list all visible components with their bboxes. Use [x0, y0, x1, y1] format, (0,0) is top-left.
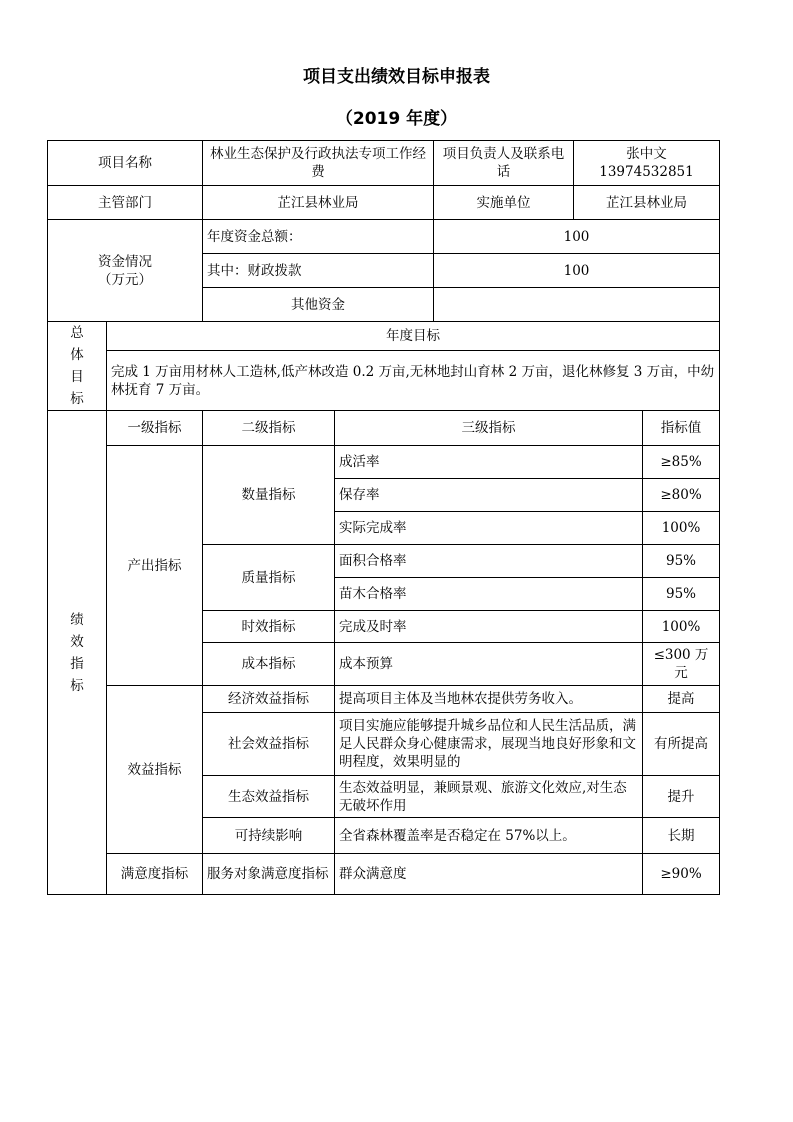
- page-title: 项目支出绩效目标申报表: [303, 67, 490, 87]
- eco-label: 生态效益指标: [203, 776, 335, 818]
- indicators-table: [47, 410, 720, 895]
- dept-value: 芷江县林业局: [203, 186, 434, 220]
- satisfaction-name: 群众满意度: [335, 854, 643, 895]
- time-value: 100%: [643, 611, 720, 643]
- quantity-row-name: 成活率: [335, 446, 643, 479]
- sustain-name: 全省森林覆盖率是否稳定在 57%以上。: [335, 818, 643, 854]
- sustain-value: 长期: [643, 818, 720, 854]
- fiscal-value: 100: [434, 254, 720, 288]
- quantity-label: 数量指标: [203, 446, 335, 545]
- sustain-label: 可持续影响: [203, 818, 335, 854]
- satisfaction-sub-label: 服务对象满意度指标: [203, 854, 335, 895]
- satisfaction-value: ≥90%: [643, 854, 720, 895]
- project-name-label: 项目名称: [48, 141, 203, 186]
- quality-row-value: 95%: [643, 578, 720, 611]
- dept-label: 主管部门: [48, 186, 203, 220]
- cost-name: 成本预算: [335, 643, 643, 686]
- eco-value: 提升: [643, 776, 720, 818]
- quantity-row-name: 保存率: [335, 479, 643, 512]
- quantity-row-name: 实际完成率: [335, 512, 643, 545]
- goal-header: 年度目标: [107, 322, 720, 351]
- quality-row-value: 95%: [643, 545, 720, 578]
- impl-label: 实施单位: [434, 186, 574, 220]
- other-value: [434, 288, 720, 322]
- benefit-label: 效益指标: [107, 686, 203, 854]
- indicators-side-label: [48, 411, 107, 895]
- goal-side-label-text: 总体目标: [70, 325, 84, 407]
- quantity-row-value: ≥80%: [643, 479, 720, 512]
- header-level1: 一级指标: [107, 411, 203, 446]
- total-value: 100: [434, 220, 720, 254]
- fund-unit-text: （万元）: [98, 271, 152, 288]
- contact-value: 张中文 13974532851: [574, 141, 720, 186]
- total-label: 年度资金总额：: [203, 220, 434, 254]
- goal-table: [47, 321, 720, 411]
- cost-label: 成本指标: [203, 643, 335, 686]
- contact-label: 项目负责人及联系电话: [434, 141, 574, 186]
- goal-side-label: [48, 322, 107, 411]
- header-level2: 二级指标: [203, 411, 335, 446]
- header-value: 指标值: [643, 411, 720, 446]
- economic-value: 提高: [643, 686, 720, 713]
- info-table: [47, 140, 720, 322]
- eco-name: 生态效益明显，兼顾景观、旅游文化效应,对生态无破坏作用: [335, 776, 643, 818]
- quantity-row-value: ≥85%: [643, 446, 720, 479]
- satisfaction-label: 满意度指标: [107, 854, 203, 895]
- time-name: 完成及时率: [335, 611, 643, 643]
- other-label: 其他资金: [203, 288, 434, 322]
- output-label: 产出指标: [107, 446, 203, 686]
- quality-label: 质量指标: [203, 545, 335, 611]
- social-label: 社会效益指标: [203, 713, 335, 776]
- time-label: 时效指标: [203, 611, 335, 643]
- quantity-row-value: 100%: [643, 512, 720, 545]
- fund-label: [48, 220, 203, 322]
- economic-name: 提高项目主体及当地林农提供劳务收入。: [335, 686, 643, 713]
- cost-value: ≤300 万元: [643, 643, 720, 686]
- year-subtitle: （2019 年度）: [335, 109, 458, 129]
- fund-label-text: 资金情况: [98, 253, 152, 270]
- indicators-side-label-text: 绩效指标: [70, 611, 84, 694]
- impl-value: 芷江县林业局: [574, 186, 720, 220]
- quality-row-name: 面积合格率: [335, 545, 643, 578]
- quality-row-name: 苗木合格率: [335, 578, 643, 611]
- goal-text: 完成 1 万亩用材林人工造林,低产林改造 0.2 万亩,无林地封山育林 2 万亩，退化林修复 3 万亩，中幼林抚育 7 万亩。: [107, 351, 720, 411]
- social-name: 项目实施应能够提升城乡品位和人民生活品质，满足人民群众身心健康需求，展现当地良好形象和文明程度，效果明显的: [335, 713, 643, 776]
- project-name-value: 林业生态保护及行政执法专项工作经费: [203, 141, 434, 186]
- header-level3: 三级指标: [335, 411, 643, 446]
- economic-label: 经济效益指标: [203, 686, 335, 713]
- social-value: 有所提高: [643, 713, 720, 776]
- fiscal-label: 其中：财政拨款: [203, 254, 434, 288]
